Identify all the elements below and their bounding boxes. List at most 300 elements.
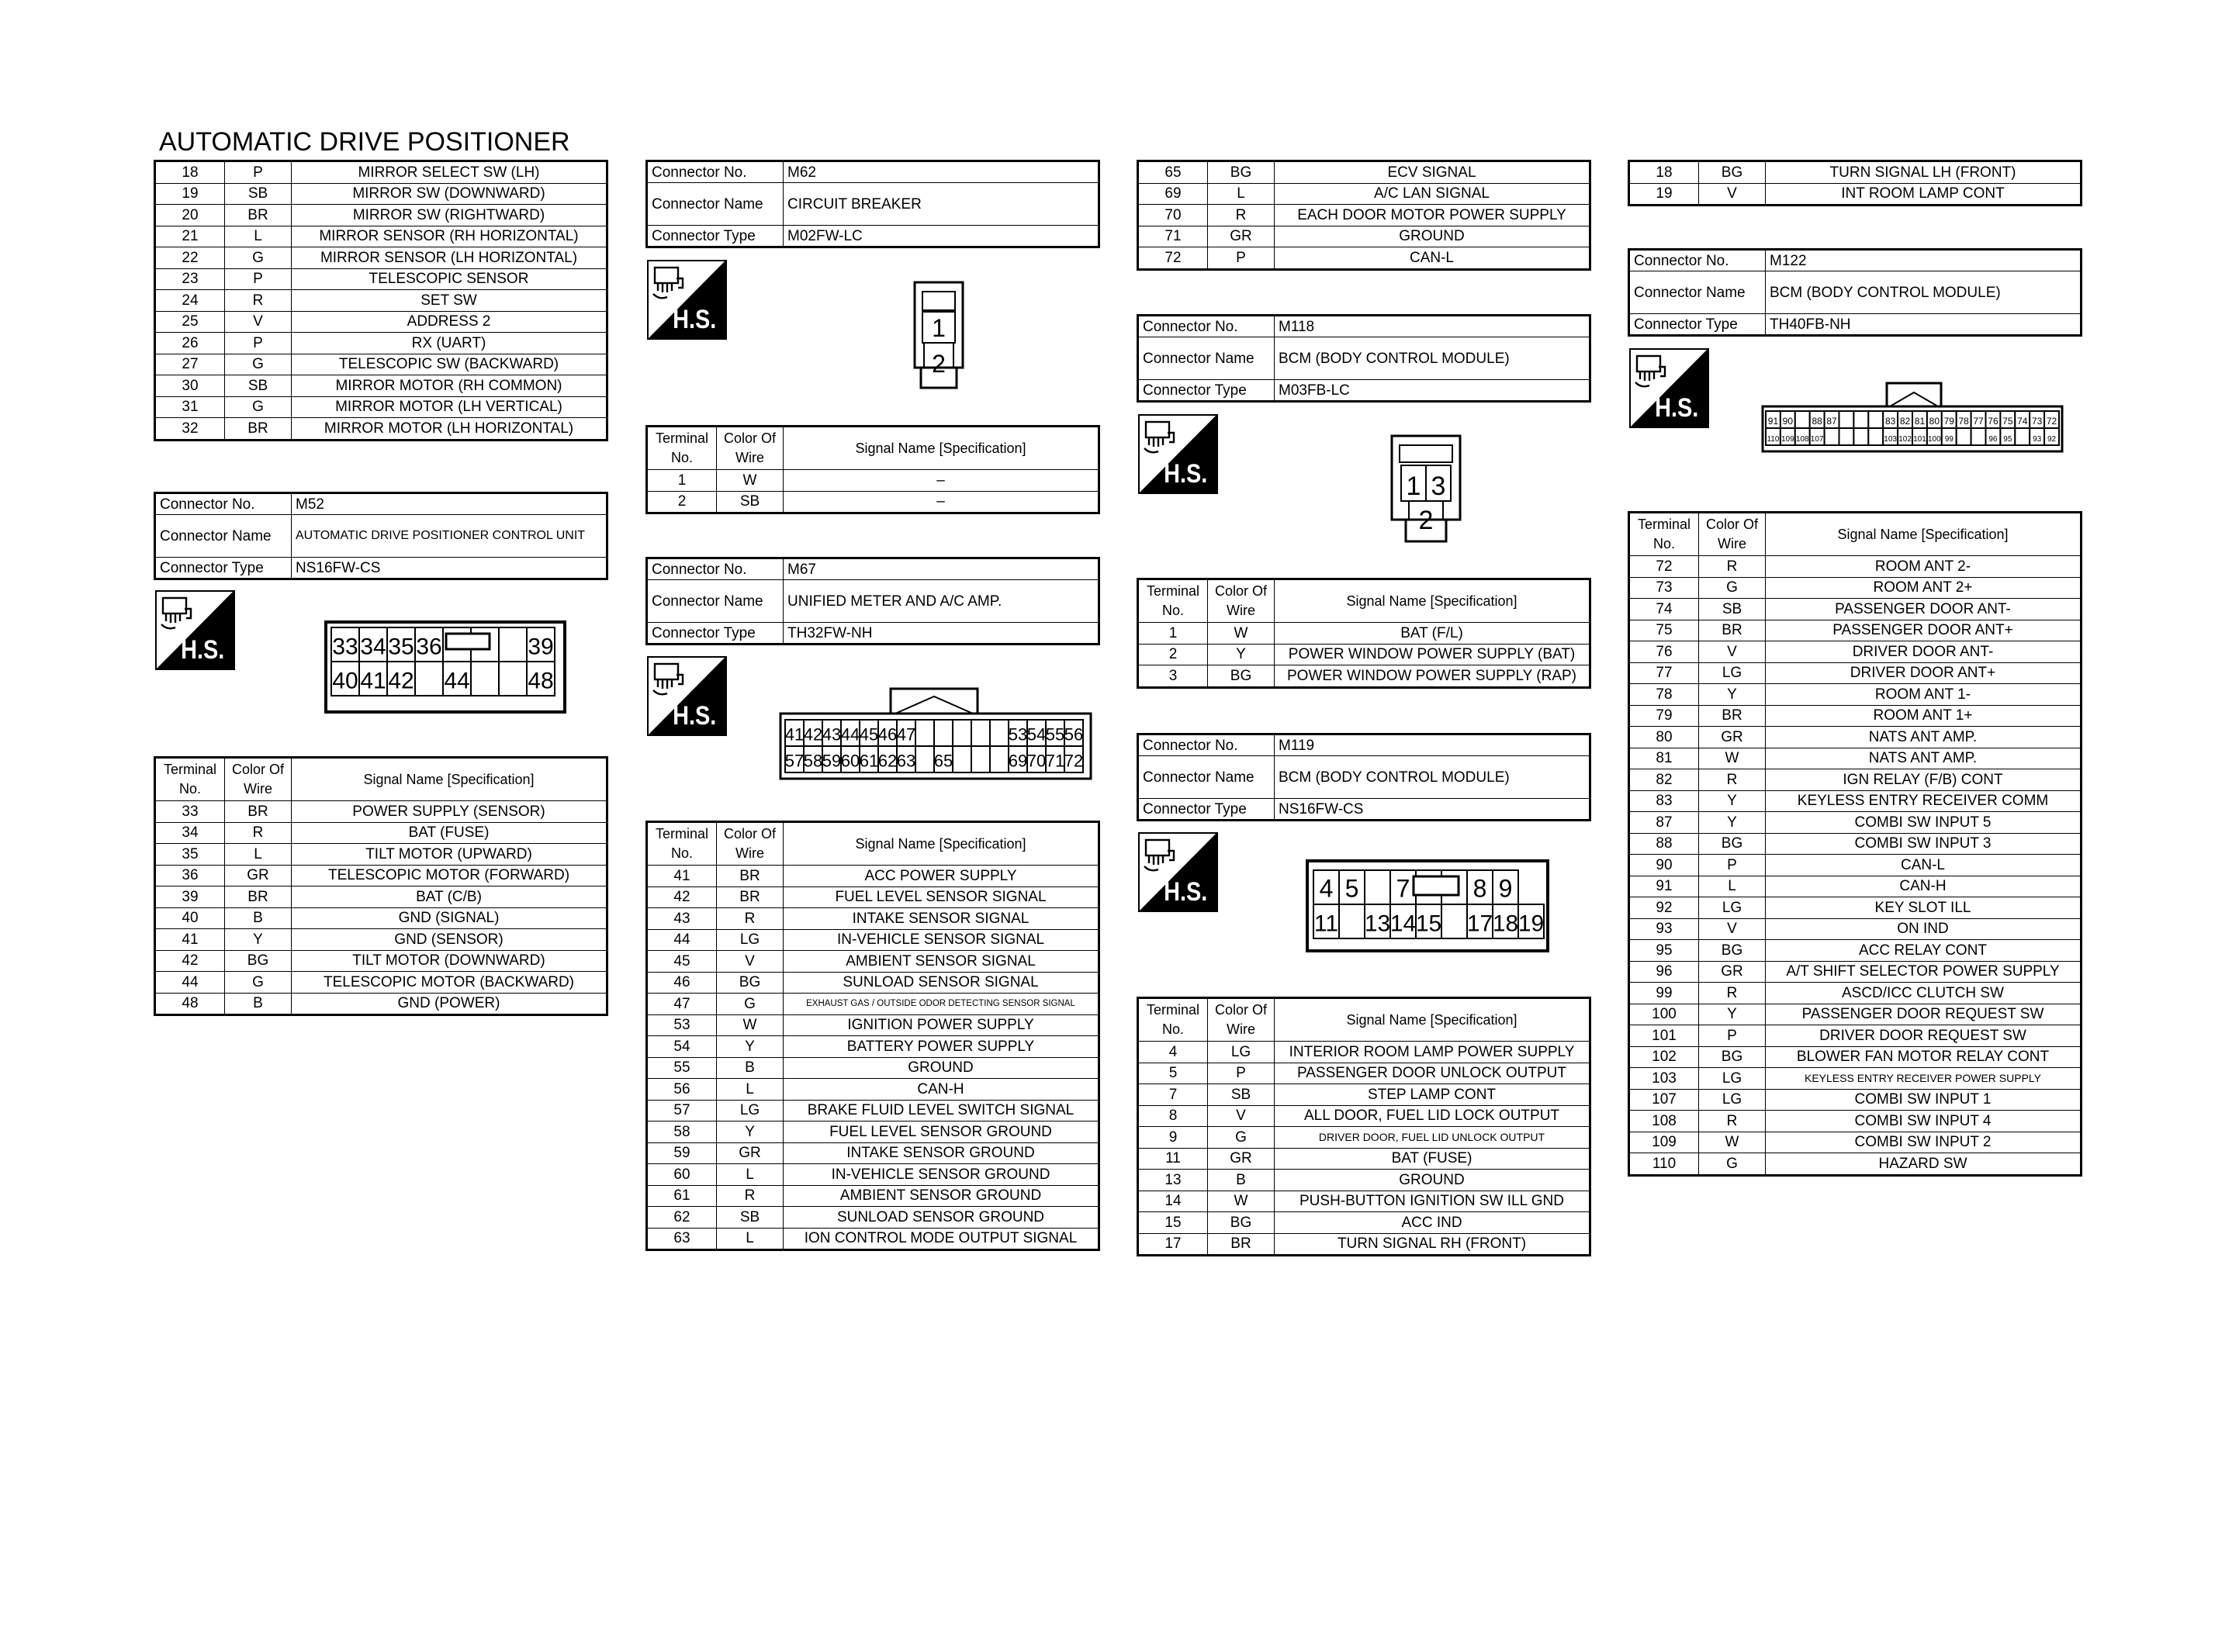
page-title: AUTOMATIC DRIVE POSITIONER	[159, 127, 570, 157]
signal-cell: BATTERY POWER SUPPLY	[784, 1036, 1099, 1058]
terminal-cell: 42	[647, 886, 717, 908]
terminal-cell: 103	[1629, 1068, 1699, 1090]
pin-label: 2	[932, 350, 946, 378]
pin-label: 70	[1026, 751, 1047, 771]
signal-cell: TELESCOPIC SENSOR	[292, 268, 607, 290]
signal-cell: SUNLOAD SENSOR GROUND	[784, 1207, 1099, 1229]
terminal-cell: 60	[647, 1164, 717, 1186]
pin-label: 7	[1396, 874, 1410, 903]
signal-cell: MIRROR SW (RIGHTWARD)	[292, 205, 607, 226]
table-row	[1629, 183, 2082, 206]
signal-cell: –	[784, 491, 1099, 513]
header-row	[155, 758, 607, 801]
table-row	[155, 418, 607, 441]
signal-cell: CAN-H	[1766, 876, 2082, 897]
signal-cell: ROOM ANT 2-	[1766, 556, 2082, 578]
signal-cell: COMBI SW INPUT 3	[1766, 833, 2082, 855]
pin-label: 69	[1008, 751, 1028, 771]
pin-label: 65	[933, 751, 953, 771]
signal-cell: EXHAUST GAS / OUTSIDE ODOR DETECTING SENSOR SIGNAL	[784, 994, 1099, 1015]
hs-label: H.S.	[1164, 458, 1208, 489]
m67-connector-diagram	[779, 683, 1092, 780]
connector-name-row	[155, 515, 607, 558]
connector-name-value: UNIFIED METER AND A/C AMP.	[784, 580, 1099, 623]
terminal-cell: 100	[1629, 1004, 1699, 1025]
signal-cell: –	[784, 470, 1099, 492]
color-cell: W	[1208, 623, 1275, 645]
table-row	[1629, 705, 2082, 727]
terminal-cell: 48	[155, 993, 225, 1015]
terminal-cell: 7	[1138, 1084, 1208, 1106]
terminal-cell: 34	[155, 822, 225, 844]
table-row	[155, 801, 607, 823]
top-left-terminal-table	[154, 160, 608, 441]
pin-label: 76	[1988, 416, 1998, 427]
pin-label: 47	[896, 724, 916, 745]
signal-cell: PASSENGER DOOR ANT+	[1766, 620, 2082, 641]
table-row	[155, 886, 607, 908]
hs-symbol	[647, 656, 727, 736]
signal-cell: COMBI SW INPUT 1	[1766, 1089, 2082, 1111]
color-cell: LG	[1699, 662, 1766, 684]
table-row	[1629, 983, 2082, 1004]
hs-label: H.S.	[673, 303, 717, 334]
table-row	[155, 993, 607, 1015]
terminal-cell: 5	[1138, 1063, 1208, 1084]
connector-type-row	[155, 558, 607, 579]
terminal-cell: 19	[1629, 183, 1699, 206]
hs-symbol	[647, 260, 727, 340]
color-cell: Y	[1699, 1004, 1766, 1025]
color-cell: W	[1699, 748, 1766, 769]
color-cell: G	[1699, 577, 1766, 599]
terminal-cell: 45	[647, 951, 717, 973]
terminal-cell: 88	[1629, 833, 1699, 855]
m52-connector-info	[154, 492, 608, 580]
table-row	[1629, 790, 2082, 812]
terminal-cell: 18	[155, 161, 225, 184]
signal-cell: CAN-H	[784, 1079, 1099, 1101]
connector-number-value: M122	[1766, 250, 2082, 271]
table-row	[1138, 1042, 1590, 1063]
table-row	[1629, 1068, 2082, 1090]
color-cell: BG	[225, 950, 292, 972]
table-row	[1138, 623, 1590, 645]
pin-label: 41	[784, 724, 805, 745]
connector-name-value: BCM (BODY CONTROL MODULE)	[1275, 337, 1590, 380]
table-row	[1138, 161, 1590, 184]
color-cell: L	[1208, 183, 1275, 205]
signal-cell: GROUND	[1275, 226, 1590, 247]
pin-label: 82	[1899, 416, 1911, 427]
signal-cell: DRIVER DOOR ANT-	[1766, 641, 2082, 663]
table-row	[1629, 620, 2082, 641]
terminal-cell: 47	[647, 994, 717, 1015]
signal-cell: GROUND	[1275, 1170, 1590, 1191]
pin-label: 78	[1958, 416, 1969, 427]
color-cell: BG	[717, 972, 784, 994]
m67-harness-side-icon	[647, 656, 727, 736]
signal-cell: ROOM ANT 1-	[1766, 684, 2082, 706]
table-row	[1138, 205, 1590, 226]
signal-cell: PASSENGER DOOR UNLOCK OUTPUT	[1275, 1063, 1590, 1084]
pin-label: 107	[1810, 435, 1824, 444]
color-cell: SB	[717, 1207, 784, 1229]
color-cell: W	[717, 1014, 784, 1036]
signal-cell: PUSH-BUTTON IGNITION SW ILL GND	[1275, 1191, 1590, 1212]
terminal-header: Terminal No.	[1629, 513, 1699, 556]
signal-cell: PASSENGER DOOR ANT-	[1766, 599, 2082, 620]
table-row	[1138, 1105, 1590, 1127]
connector-name-row	[1629, 271, 2082, 314]
color-cell: V	[225, 311, 292, 333]
table-row	[1138, 1233, 1590, 1256]
connector-type-row	[647, 226, 1099, 247]
table-row	[1138, 1084, 1590, 1106]
signal-cell: DRIVER DOOR, FUEL LID UNLOCK OUTPUT	[1275, 1127, 1590, 1149]
pin-label: 1	[932, 314, 946, 342]
table-row	[155, 972, 607, 994]
terminal-cell: 76	[1629, 641, 1699, 663]
color-cell: G	[225, 354, 292, 375]
pin-label: 35	[388, 634, 414, 660]
terminal-cell: 99	[1629, 983, 1699, 1004]
color-cell: SB	[1208, 1084, 1275, 1106]
signal-cell: FUEL LEVEL SENSOR GROUND	[784, 1121, 1099, 1143]
terminal-cell: 15	[1138, 1212, 1208, 1234]
color-cell: BG	[1208, 1212, 1275, 1234]
signal-cell: ION CONTROL MODE OUTPUT SIGNAL	[784, 1228, 1099, 1250]
terminal-cell: 72	[1138, 247, 1208, 270]
terminal-cell: 74	[1629, 599, 1699, 620]
signal-cell: KEYLESS ENTRY RECEIVER POWER SUPPLY	[1766, 1068, 2082, 1090]
m119-connector-diagram	[1306, 859, 1549, 952]
signal-cell: CAN-L	[1766, 855, 2082, 876]
table-row	[1629, 1132, 2082, 1153]
color-cell: V	[717, 951, 784, 973]
terminal-cell: 96	[1629, 961, 1699, 983]
table-row	[1629, 812, 2082, 834]
terminal-cell: 87	[1629, 812, 1699, 834]
terminal-cell: 109	[1629, 1132, 1699, 1153]
color-cell: R	[225, 290, 292, 312]
color-cell: LG	[1699, 897, 1766, 919]
m122-harness-side-icon	[1629, 348, 1709, 428]
color-cell: G	[1208, 1127, 1275, 1149]
color-cell: R	[1699, 769, 1766, 791]
m67-terminal-table	[645, 821, 1100, 1251]
pin-label: 40	[332, 668, 358, 694]
terminal-cell: 17	[1138, 1233, 1208, 1256]
pin-label: 75	[2002, 416, 2013, 427]
table-row	[155, 396, 607, 418]
pin-label: 91	[1767, 416, 1779, 427]
m118-connector-info	[1137, 314, 1591, 403]
pin-label: 63	[896, 751, 916, 771]
table-row	[647, 1185, 1099, 1207]
terminal-cell: 54	[647, 1036, 717, 1058]
signal-cell: IGNITION POWER SUPPLY	[784, 1014, 1099, 1036]
m119-terminal-table	[1137, 997, 1591, 1256]
color-header: Color Of Wire	[1208, 579, 1275, 623]
signal-cell: ON IND	[1766, 918, 2082, 940]
table-row	[647, 866, 1099, 887]
connector-number-row	[647, 558, 1099, 580]
signal-cell: RX (UART)	[292, 333, 607, 354]
pin-label: 88	[1812, 416, 1822, 427]
connector-number-value: M67	[784, 558, 1099, 580]
color-cell: P	[1208, 1063, 1275, 1084]
connector-number-value: M119	[1275, 734, 1590, 756]
color-cell: L	[1699, 876, 1766, 897]
table-row	[155, 268, 607, 290]
table-row	[155, 247, 607, 269]
signal-cell: ROOM ANT 1+	[1766, 705, 2082, 727]
terminal-cell: 77	[1629, 662, 1699, 684]
table-row	[647, 1164, 1099, 1186]
pin-label: 55	[1045, 724, 1065, 745]
m122-connector-diagram	[1761, 380, 2064, 454]
table-row	[155, 950, 607, 972]
signal-cell: GND (SENSOR)	[292, 929, 607, 951]
terminal-cell: 33	[155, 801, 225, 823]
color-cell: BR	[1699, 705, 1766, 727]
pin-label: 110	[1767, 435, 1780, 444]
terminal-cell: 13	[1138, 1170, 1208, 1191]
table-row	[1629, 769, 2082, 791]
terminal-cell: 53	[647, 1014, 717, 1036]
connector-number-row	[1138, 316, 1590, 337]
connector-type-value: NS16FW-CS	[292, 558, 607, 579]
pin-label: 62	[877, 751, 898, 771]
table-row	[1138, 226, 1590, 247]
color-cell: Y	[225, 929, 292, 951]
pin-label: 4	[1319, 874, 1334, 903]
connector-type-value: TH40FB-NH	[1766, 314, 2082, 336]
terminal-cell: 39	[155, 886, 225, 908]
m62-harness-side-icon	[647, 260, 727, 340]
terminal-cell: 44	[647, 929, 717, 951]
terminal-cell: 14	[1138, 1191, 1208, 1212]
signal-cell: NATS ANT AMP.	[1766, 727, 2082, 748]
color-cell: Y	[717, 1121, 784, 1143]
connector-number-row	[1629, 250, 2082, 271]
connector-number-label: Connector No.	[647, 558, 784, 580]
connector-type-row	[1629, 314, 2082, 336]
table-row	[155, 354, 607, 375]
connector-type-label: Connector Type	[1138, 799, 1275, 821]
signal-header: Signal Name [Specification]	[292, 758, 607, 801]
table-row	[647, 886, 1099, 908]
table-row	[1138, 1212, 1590, 1234]
signal-cell: PASSENGER DOOR REQUEST SW	[1766, 1004, 2082, 1025]
terminal-cell: 62	[647, 1207, 717, 1229]
table-row	[1629, 1004, 2082, 1025]
signal-cell: TELESCOPIC SW (BACKWARD)	[292, 354, 607, 375]
terminal-header: Terminal No.	[1138, 998, 1208, 1042]
connector-name-row	[1138, 756, 1590, 799]
color-cell: V	[1699, 183, 1766, 206]
hs-symbol	[155, 590, 235, 670]
signal-cell: TELESCOPIC MOTOR (FORWARD)	[292, 865, 607, 886]
signal-cell: ALL DOOR, FUEL LID LOCK OUTPUT	[1275, 1105, 1590, 1127]
m122-connector-info	[1628, 248, 2082, 337]
color-cell: L	[225, 226, 292, 247]
pin-label: 48	[528, 668, 554, 694]
m62-connector-diagram	[913, 281, 964, 391]
signal-cell: AMBIENT SENSOR GROUND	[784, 1185, 1099, 1207]
color-cell: SB	[225, 375, 292, 397]
terminal-cell: 59	[647, 1142, 717, 1164]
table-row	[1629, 961, 2082, 983]
signal-cell: COMBI SW INPUT 5	[1766, 812, 2082, 834]
color-cell: BG	[1208, 665, 1275, 688]
color-cell: R	[1699, 1111, 1766, 1132]
color-cell: BG	[1699, 1046, 1766, 1068]
connector-type-label: Connector Type	[647, 623, 784, 645]
terminal-cell: 78	[1629, 684, 1699, 706]
signal-cell: A/T SHIFT SELECTOR POWER SUPPLY	[1766, 961, 2082, 983]
terminal-cell: 101	[1629, 1025, 1699, 1047]
terminal-cell: 75	[1629, 620, 1699, 641]
terminal-cell: 26	[155, 333, 225, 354]
terminal-cell: 3	[1138, 665, 1208, 688]
pin-label: 3	[1431, 472, 1446, 501]
hs-label: H.S.	[1164, 876, 1208, 907]
connector-type-row	[1138, 380, 1590, 402]
table-row	[1138, 644, 1590, 665]
connector-type-label: Connector Type	[1629, 314, 1766, 336]
pin-label: 101	[1913, 435, 1926, 444]
signal-cell: IN-VEHICLE SENSOR GROUND	[784, 1164, 1099, 1186]
color-cell: BR	[1208, 1233, 1275, 1256]
terminal-cell: 41	[647, 866, 717, 887]
connector-type-label: Connector Type	[1138, 380, 1275, 402]
signal-cell: SUNLOAD SENSOR SIGNAL	[784, 972, 1099, 994]
table-row	[647, 1228, 1099, 1250]
color-cell: V	[1699, 918, 1766, 940]
terminal-header: Terminal No.	[647, 427, 717, 470]
signal-cell: TILT MOTOR (DOWNWARD)	[292, 950, 607, 972]
color-cell: V	[1699, 641, 1766, 663]
pin-label: 39	[528, 634, 554, 660]
signal-cell: BAT (C/B)	[292, 886, 607, 908]
signal-header: Signal Name [Specification]	[784, 822, 1099, 866]
color-cell: L	[717, 1079, 784, 1101]
terminal-cell: 2	[647, 491, 717, 513]
table-row	[155, 161, 607, 184]
hs-symbol	[1138, 832, 1218, 912]
table-row	[1629, 940, 2082, 962]
terminal-cell: 81	[1629, 748, 1699, 769]
terminal-cell: 63	[647, 1228, 717, 1250]
connector-type-row	[647, 623, 1099, 645]
pin-label: 96	[1988, 435, 1998, 444]
table-row	[1629, 1025, 2082, 1047]
color-cell: BR	[1699, 620, 1766, 641]
signal-cell: TILT MOTOR (UPWARD)	[292, 844, 607, 866]
header-row	[1138, 998, 1590, 1042]
signal-cell: MIRROR SELECT SW (LH)	[292, 161, 607, 184]
table-row	[1629, 833, 2082, 855]
pin-label: 102	[1898, 435, 1912, 444]
pin-label: 74	[2017, 416, 2028, 427]
color-cell: P	[1699, 1025, 1766, 1047]
terminal-cell: 92	[1629, 897, 1699, 919]
pin-label: 15	[1415, 911, 1442, 937]
terminal-cell: 61	[647, 1185, 717, 1207]
signal-cell: DRIVER DOOR REQUEST SW	[1766, 1025, 2082, 1047]
header-row	[1138, 579, 1590, 623]
signal-cell: TELESCOPIC MOTOR (BACKWARD)	[292, 972, 607, 994]
pin-label: 14	[1389, 911, 1417, 937]
connector-number-label: Connector No.	[1138, 316, 1275, 337]
terminal-cell: 30	[155, 375, 225, 397]
connector-number-row	[647, 161, 1099, 183]
table-row	[1629, 918, 2082, 940]
signal-cell: GND (POWER)	[292, 993, 607, 1015]
connector-name-value: BCM (BODY CONTROL MODULE)	[1275, 756, 1590, 799]
color-cell: BR	[225, 801, 292, 823]
header-row	[647, 427, 1099, 470]
connector-number-row	[155, 493, 607, 515]
terminal-header: Terminal No.	[647, 822, 717, 866]
table-row	[1138, 247, 1590, 270]
signal-cell: TURN SIGNAL RH (FRONT)	[1275, 1233, 1590, 1256]
table-row	[155, 844, 607, 866]
color-cell: L	[717, 1164, 784, 1186]
color-cell: LG	[717, 929, 784, 951]
table-row	[155, 929, 607, 951]
table-row	[647, 1121, 1099, 1143]
color-cell: BR	[225, 418, 292, 441]
signal-header: Signal Name [Specification]	[1766, 513, 2082, 556]
m62-terminal-table	[645, 425, 1100, 514]
color-cell: GR	[1208, 226, 1275, 247]
connector-name-row	[647, 183, 1099, 226]
pin-label: 8	[1472, 874, 1487, 903]
terminal-cell: 8	[1138, 1105, 1208, 1127]
table-row	[1138, 665, 1590, 688]
connector-name-label: Connector Name	[647, 183, 784, 226]
m118-connector-diagram	[1390, 434, 1462, 543]
connector-number-value: M52	[292, 493, 607, 515]
color-cell: Y	[1699, 684, 1766, 706]
hs-label: H.S.	[181, 634, 225, 665]
table-row	[647, 1014, 1099, 1036]
pin-label: 54	[1026, 724, 1047, 745]
signal-cell: GND (SIGNAL)	[292, 907, 607, 929]
table-row	[1629, 641, 2082, 663]
table-row	[155, 822, 607, 844]
table-row	[1138, 183, 1590, 205]
color-header: Color Of Wire	[717, 427, 784, 470]
terminal-cell: 46	[647, 972, 717, 994]
signal-cell: POWER SUPPLY (SENSOR)	[292, 801, 607, 823]
signal-cell: STEP LAMP CONT	[1275, 1084, 1590, 1106]
table-row	[155, 865, 607, 886]
m122-terminal-table	[1628, 511, 2082, 1177]
signal-cell: KEYLESS ENTRY RECEIVER COMM	[1766, 790, 2082, 812]
pin-label: 42	[388, 668, 414, 694]
connector-type-label: Connector Type	[155, 558, 292, 579]
connector-type-value: NS16FW-CS	[1275, 799, 1590, 821]
color-cell: P	[1208, 247, 1275, 270]
table-row	[647, 1079, 1099, 1101]
terminal-cell: 82	[1629, 769, 1699, 791]
terminal-cell: 58	[647, 1121, 717, 1143]
m62-connector-info	[645, 160, 1100, 248]
